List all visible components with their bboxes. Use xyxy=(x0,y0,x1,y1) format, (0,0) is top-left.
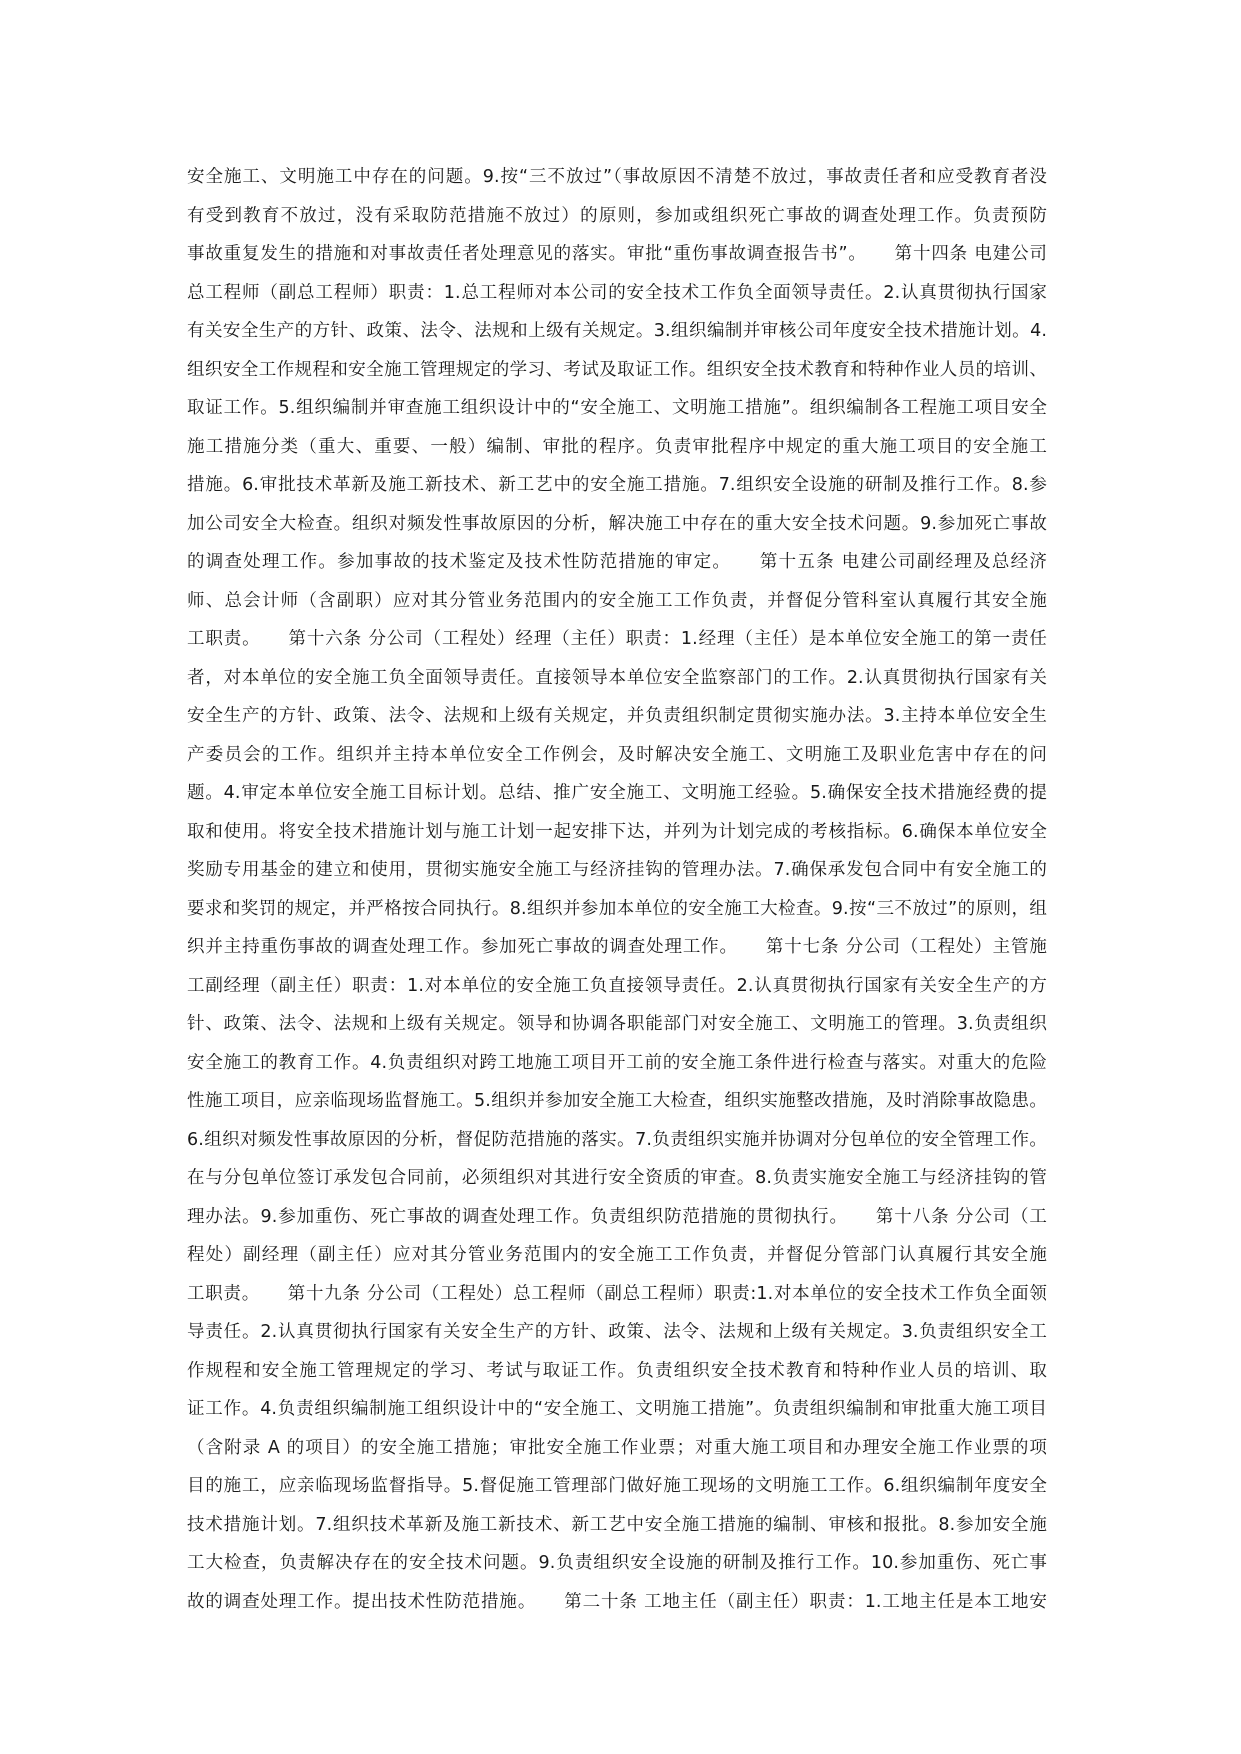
text-line: 针、政策、法令、法规和上级有关规定。领导和协调各职能部门对安全施工、文明施工的管理。3.负责组织 xyxy=(187,1014,1047,1034)
text-line: 师、总会计师（含副职）应对其分管业务范围内的安全施工工作负责，并督促分管科室认真履行其安全施 xyxy=(187,590,1047,611)
text-line: 工副经理（副主任）职责：1.对本单位的安全施工负直接领导责任。2.认真贯彻执行国家有关安全生产的方 xyxy=(187,975,1047,996)
text-line: 性施工项目，应亲临现场监督施工。5.组织并参加安全施工大检查，组织实施整改措施，及时消除事故隐患。 xyxy=(187,1091,1047,1111)
text-line: 有关安全生产的方针、政策、法令、法规和上级有关规定。3.组织编制并审核公司年度安全技术措施计划。4. xyxy=(187,321,1047,341)
text-line: 在与分包单位签订承发包合同前，必须组织对其进行安全资质的审查。8.负责实施安全施工与经济挂钩的管 xyxy=(187,1168,1047,1188)
text-line: 要求和奖罚的规定，并严格按合同执行。8.组织并参加本单位的安全施工大检查。9.按“三不放过”的原则，组 xyxy=(187,898,1047,919)
text-line: 取和使用。将安全技术措施计划与施工计划一起安排下达，并列为计划完成的考核指标。6.确保本单位安全 xyxy=(187,821,1047,842)
text-line: 措施。6.审批技术革新及施工新技术、新工艺中的安全施工措施。7.组织安全设施的研制及推行工作。8.参 xyxy=(187,475,1047,495)
text-line: 工大检查，负责解决存在的安全技术问题。9.负责组织安全设施的研制及推行工作。10.参加重伤、死亡事 xyxy=(187,1553,1047,1573)
text-line: 有受到教育不放过，没有采取防范措施不放过）的原则，参加或组织死亡事故的调查处理工作。负责预防 xyxy=(187,205,1047,226)
text-line: 证工作。4.负责组织编制施工组织设计中的“安全施工、文明施工措施”。负责组织编制和审批重大施工项目 xyxy=(187,1399,1047,1419)
text-line: 织并主持重伤事故的调查处理工作。参加死亡事故的调查处理工作。 第十七条 分公司（工程处）主管施 xyxy=(187,937,1047,957)
text-line: 理办法。9.参加重伤、死亡事故的调查处理工作。负责组织防范措施的贯彻执行。 第十八条 分公司（工 xyxy=(187,1206,1047,1227)
body-text xyxy=(187,158,1047,1621)
text-line: 目的施工，应亲临现场监督指导。5.督促施工管理部门做好施工现场的文明施工工作。6.组织编制年度安全 xyxy=(187,1476,1047,1496)
text-line: 安全施工、文明施工中存在的问题。9.按“三不放过”（事故原因不清楚不放过，事故责任者和应受教育者没 xyxy=(187,167,1047,187)
text-line: 导责任。2.认真贯彻执行国家有关安全生产的方针、政策、法令、法规和上级有关规定。3.负责组织安全工 xyxy=(187,1322,1047,1342)
text-line: 施工措施分类（重大、重要、一般）编制、审批的程序。负责审批程序中规定的重大施工项目的安全施工 xyxy=(187,436,1047,457)
text-line: 工职责。 第十九条 分公司（工程处）总工程师（副总工程师）职责:1.对本单位的安全技术工作负全面领 xyxy=(187,1283,1047,1304)
text-line: 取证工作。5.组织编制并审查施工组织设计中的“安全施工、文明施工措施”。组织编制各工程施工项目安全 xyxy=(187,398,1047,418)
text-line: 者，对本单位的安全施工负全面领导责任。直接领导本单位安全监察部门的工作。2.认真贯彻执行国家有关 xyxy=(187,667,1047,688)
text-line: 安全生产的方针、政策、法令、法规和上级有关规定，并负责组织制定贯彻实施办法。3.主持本单位安全生 xyxy=(187,706,1047,726)
text-line: 故的调查处理工作。提出技术性防范措施。 第二十条 工地主任（副主任）职责：1.工地主任是本工地安 xyxy=(187,1591,1047,1612)
text-line: 工职责。 第十六条 分公司（工程处）经理（主任）职责：1.经理（主任）是本单位安全施工的第一责任 xyxy=(187,629,1047,649)
text-line: 6.组织对频发性事故原因的分析，督促防范措施的落实。7.负责组织实施并协调对分包单位的安全管理工作。 xyxy=(187,1129,1047,1150)
text-line: 的调查处理工作。参加事故的技术鉴定及技术性防范措施的审定。 第十五条 电建公司副经理及总经济 xyxy=(187,552,1047,572)
text-line: 程处）副经理（副主任）应对其分管业务范围内的安全施工工作负责，并督促分管部门认真履行其安全施 xyxy=(187,1245,1047,1265)
text-line: 加公司安全大检查。组织对频发性事故原因的分析，解决施工中存在的重大安全技术问题。9.参加死亡事故 xyxy=(187,513,1047,534)
text-line: 安全施工的教育工作。4.负责组织对跨工地施工项目开工前的安全施工条件进行检查与落实。对重大的危险 xyxy=(187,1052,1047,1073)
text-line: 奖励专用基金的建立和使用，贯彻实施安全施工与经济挂钩的管理办法。7.确保承发包合同中有安全施工的 xyxy=(187,860,1047,880)
text-line: 作规程和安全施工管理规定的学习、考试与取证工作。负责组织安全技术教育和特种作业人员的培训、取 xyxy=(187,1360,1047,1381)
text-line: 题。4.审定本单位安全施工目标计划。总结、推广安全施工、文明施工经验。5.确保安全技术措施经费的提 xyxy=(187,783,1047,803)
text-line: （含附录 A 的项目）的安全施工措施；审批安全施工作业票；对重大施工项目和办理安全施工作业票的项 xyxy=(187,1437,1047,1458)
text-line: 事故重复发生的措施和对事故责任者处理意见的落实。审批“重伤事故调查报告书”。 第十四条 电建公司 xyxy=(187,244,1047,264)
text-line: 总工程师（副总工程师）职责：1.总工程师对本公司的安全技术工作负全面领导责任。2.认真贯彻执行国家 xyxy=(187,282,1047,303)
text-line: 技术措施计划。7.组织技术革新及施工新技术、新工艺中安全施工措施的编制、审核和报批。8.参加安全施 xyxy=(187,1514,1047,1535)
text-line: 产委员会的工作。组织并主持本单位安全工作例会，及时解决安全施工、文明施工及职业危害中存在的问 xyxy=(187,744,1047,765)
text-line: 组织安全工作规程和安全施工管理规定的学习、考试及取证工作。组织安全技术教育和特种作业人员的培训、 xyxy=(187,359,1047,380)
